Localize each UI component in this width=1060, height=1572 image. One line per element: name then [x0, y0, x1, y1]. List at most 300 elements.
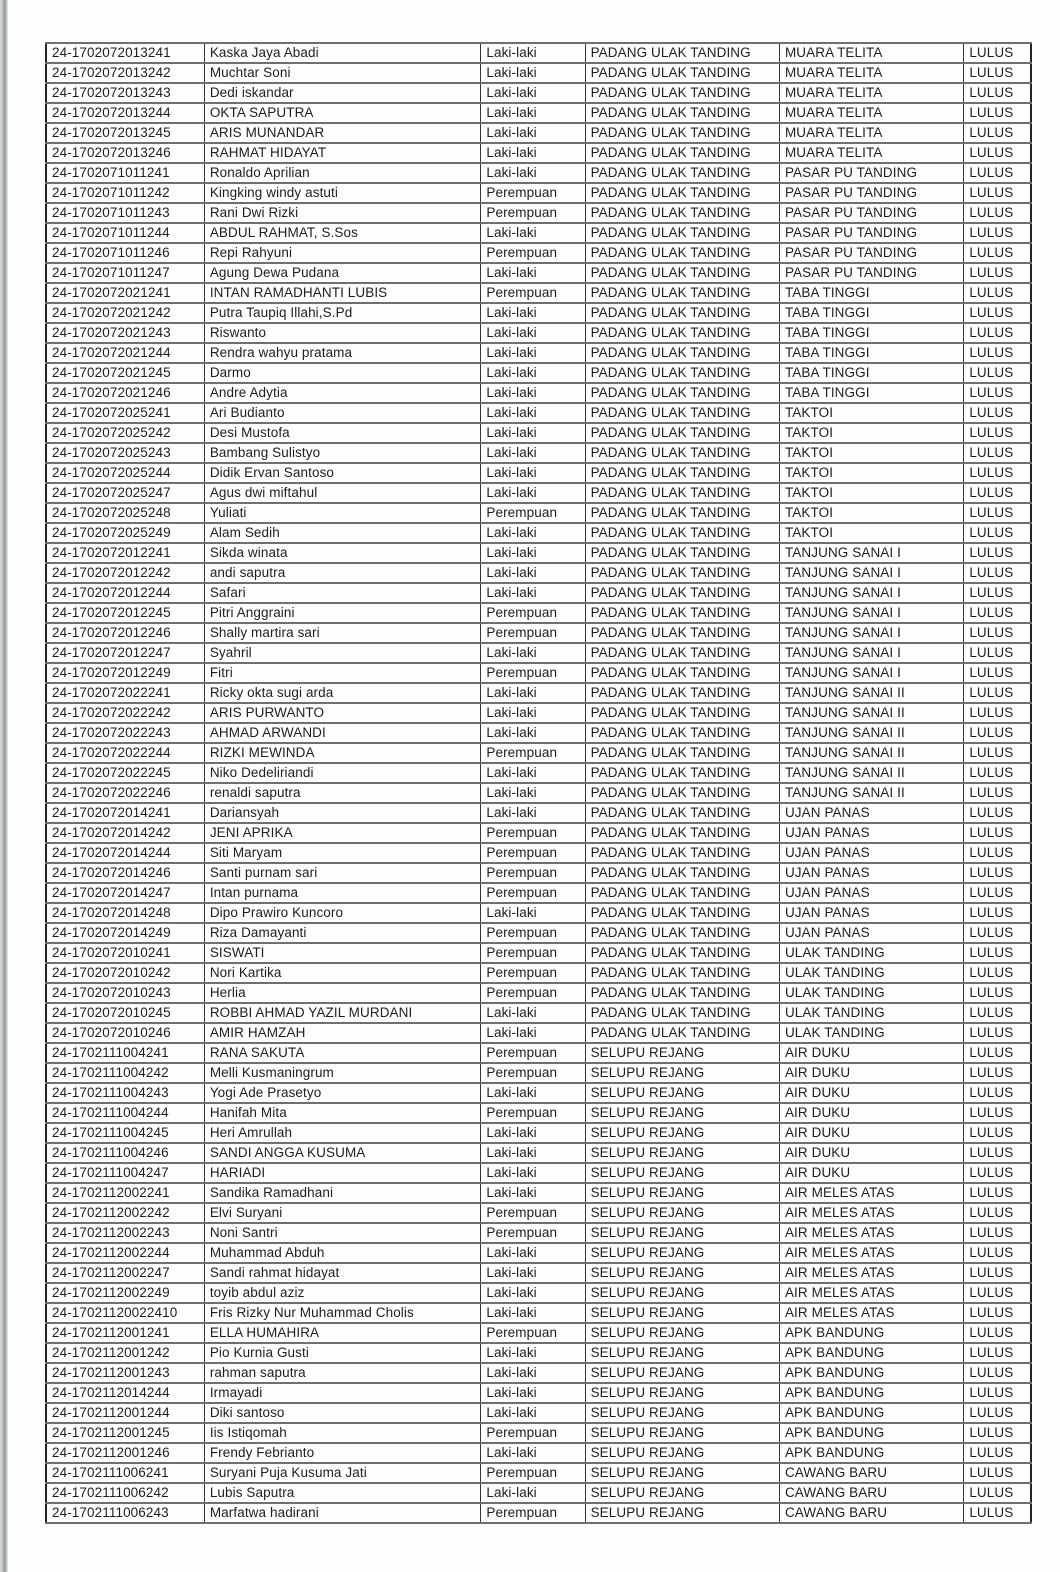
- cell-status: LULUS: [964, 163, 1031, 183]
- table-row: [46, 563, 1031, 583]
- cell-id: 24-1702072025242: [46, 423, 204, 443]
- cell-name: Pitri Anggraini: [204, 603, 481, 623]
- cell-gender: Perempuan: [481, 203, 585, 223]
- table-row: [46, 863, 1031, 883]
- cell-name: Putra Taupiq Illahi,S.Pd: [204, 303, 481, 323]
- cell-district: PADANG ULAK TANDING: [585, 483, 779, 503]
- cell-id: 24-1702072013244: [46, 103, 204, 123]
- cell-village: TABA TINGGI: [779, 303, 963, 323]
- cell-id: 24-1702111006243: [46, 1503, 204, 1523]
- cell-village: TANJUNG SANAI II: [779, 763, 963, 783]
- cell-name: Muhammad Abduh: [204, 1243, 481, 1263]
- cell-gender: Laki-laki: [481, 1183, 585, 1203]
- cell-gender: Laki-laki: [481, 1003, 585, 1023]
- cell-id: 24-1702112002247: [46, 1263, 204, 1283]
- cell-village: UJAN PANAS: [779, 803, 963, 823]
- cell-village: ULAK TANDING: [779, 1023, 963, 1043]
- cell-village: MUARA TELITA: [779, 43, 963, 63]
- cell-name: Muchtar Soni: [204, 63, 481, 83]
- cell-village: TABA TINGGI: [779, 383, 963, 403]
- cell-district: PADANG ULAK TANDING: [585, 1003, 779, 1023]
- table-row: [46, 1243, 1031, 1263]
- cell-district: PADANG ULAK TANDING: [585, 463, 779, 483]
- cell-gender: Laki-laki: [481, 783, 585, 803]
- cell-village: APK BANDUNG: [779, 1443, 963, 1463]
- cell-gender: Laki-laki: [481, 263, 585, 283]
- cell-gender: Laki-laki: [481, 63, 585, 83]
- cell-status: LULUS: [964, 1023, 1031, 1043]
- cell-id: 24-1702072021243: [46, 323, 204, 343]
- cell-id: 24-1702071011246: [46, 243, 204, 263]
- cell-status: LULUS: [964, 523, 1031, 543]
- cell-id: 24-1702071011242: [46, 183, 204, 203]
- cell-id: 24-1702072014246: [46, 863, 204, 883]
- cell-district: SELUPU REJANG: [585, 1103, 779, 1123]
- cell-village: MUARA TELITA: [779, 143, 963, 163]
- cell-status: LULUS: [964, 1363, 1031, 1383]
- cell-status: LULUS: [964, 1443, 1031, 1463]
- cell-district: PADANG ULAK TANDING: [585, 863, 779, 883]
- cell-status: LULUS: [964, 303, 1031, 323]
- cell-village: TANJUNG SANAI I: [779, 563, 963, 583]
- cell-village: ULAK TANDING: [779, 983, 963, 1003]
- cell-gender: Perempuan: [481, 283, 585, 303]
- cell-name: RANA SAKUTA: [204, 1043, 481, 1063]
- cell-name: Syahril: [204, 643, 481, 663]
- cell-name: Didik Ervan Santoso: [204, 463, 481, 483]
- cell-gender: Laki-laki: [481, 1263, 585, 1283]
- table-row: [46, 183, 1031, 203]
- cell-status: LULUS: [964, 443, 1031, 463]
- cell-district: PADANG ULAK TANDING: [585, 1023, 779, 1043]
- cell-name: Agung Dewa Pudana: [204, 263, 481, 283]
- cell-village: APK BANDUNG: [779, 1363, 963, 1383]
- cell-status: LULUS: [964, 1083, 1031, 1103]
- cell-village: PASAR PU TANDING: [779, 223, 963, 243]
- table-row: [46, 1043, 1031, 1063]
- cell-district: SELUPU REJANG: [585, 1263, 779, 1283]
- cell-gender: Perempuan: [481, 963, 585, 983]
- cell-gender: Perempuan: [481, 743, 585, 763]
- cell-gender: Perempuan: [481, 243, 585, 263]
- cell-id: 24-1702072025244: [46, 463, 204, 483]
- table-row: [46, 803, 1031, 823]
- cell-gender: Laki-laki: [481, 543, 585, 563]
- cell-gender: Laki-laki: [481, 1303, 585, 1323]
- cell-village: PASAR PU TANDING: [779, 243, 963, 263]
- cell-id: 24-1702072021246: [46, 383, 204, 403]
- cell-name: Fitri: [204, 663, 481, 683]
- table-row: [46, 1063, 1031, 1083]
- cell-name: SANDI ANGGA KUSUMA: [204, 1143, 481, 1163]
- cell-status: LULUS: [964, 263, 1031, 283]
- cell-name: RAHMAT HIDAYAT: [204, 143, 481, 163]
- cell-status: LULUS: [964, 1403, 1031, 1423]
- cell-village: APK BANDUNG: [779, 1323, 963, 1343]
- cell-gender: Laki-laki: [481, 1383, 585, 1403]
- cell-name: Repi Rahyuni: [204, 243, 481, 263]
- cell-id: 24-1702111004244: [46, 1103, 204, 1123]
- table-row: [46, 1183, 1031, 1203]
- cell-gender: Perempuan: [481, 863, 585, 883]
- table-row: [46, 983, 1031, 1003]
- cell-village: AIR MELES ATAS: [779, 1203, 963, 1223]
- cell-status: LULUS: [964, 1223, 1031, 1243]
- cell-district: SELUPU REJANG: [585, 1343, 779, 1363]
- cell-status: LULUS: [964, 123, 1031, 143]
- cell-status: LULUS: [964, 143, 1031, 163]
- table-row: [46, 1363, 1031, 1383]
- table-row: [46, 1483, 1031, 1503]
- table-row: [46, 883, 1031, 903]
- cell-gender: Laki-laki: [481, 323, 585, 343]
- cell-gender: Perempuan: [481, 1063, 585, 1083]
- cell-district: PADANG ULAK TANDING: [585, 603, 779, 623]
- cell-district: SELUPU REJANG: [585, 1503, 779, 1523]
- cell-id: 24-1702072025243: [46, 443, 204, 463]
- cell-status: LULUS: [964, 763, 1031, 783]
- cell-district: PADANG ULAK TANDING: [585, 223, 779, 243]
- cell-id: 24-1702111004245: [46, 1123, 204, 1143]
- cell-district: SELUPU REJANG: [585, 1443, 779, 1463]
- table-row: [46, 1463, 1031, 1483]
- cell-gender: Laki-laki: [481, 423, 585, 443]
- cell-village: ULAK TANDING: [779, 963, 963, 983]
- cell-name: Pio Kurnia Gusti: [204, 1343, 481, 1363]
- cell-id: 24-1702072012246: [46, 623, 204, 643]
- cell-village: TANJUNG SANAI II: [779, 783, 963, 803]
- cell-name: Desi Mustofa: [204, 423, 481, 443]
- table-row: [46, 343, 1031, 363]
- cell-district: PADANG ULAK TANDING: [585, 743, 779, 763]
- cell-district: PADANG ULAK TANDING: [585, 763, 779, 783]
- cell-status: LULUS: [964, 43, 1031, 63]
- cell-id: 24-1702072010243: [46, 983, 204, 1003]
- cell-district: SELUPU REJANG: [585, 1243, 779, 1263]
- cell-district: PADANG ULAK TANDING: [585, 583, 779, 603]
- table-row: [46, 963, 1031, 983]
- cell-status: LULUS: [964, 1343, 1031, 1363]
- cell-district: PADANG ULAK TANDING: [585, 123, 779, 143]
- cell-village: UJAN PANAS: [779, 823, 963, 843]
- table-row: [46, 783, 1031, 803]
- cell-gender: Laki-laki: [481, 523, 585, 543]
- cell-status: LULUS: [964, 1183, 1031, 1203]
- cell-status: LULUS: [964, 423, 1031, 443]
- cell-district: PADANG ULAK TANDING: [585, 543, 779, 563]
- cell-id: 24-1702112001242: [46, 1343, 204, 1363]
- cell-status: LULUS: [964, 703, 1031, 723]
- cell-village: MUARA TELITA: [779, 63, 963, 83]
- cell-status: LULUS: [964, 983, 1031, 1003]
- cell-name: Yuliati: [204, 503, 481, 523]
- cell-district: PADANG ULAK TANDING: [585, 883, 779, 903]
- cell-id: 24-1702072022242: [46, 703, 204, 723]
- cell-gender: Perempuan: [481, 1223, 585, 1243]
- cell-status: LULUS: [964, 403, 1031, 423]
- cell-village: TAKTOI: [779, 423, 963, 443]
- cell-id: 24-1702111004242: [46, 1063, 204, 1083]
- cell-id: 24-1702111004241: [46, 1043, 204, 1063]
- cell-id: 24-1702112001244: [46, 1403, 204, 1423]
- cell-id: 24-1702112002241: [46, 1183, 204, 1203]
- cell-status: LULUS: [964, 323, 1031, 343]
- cell-status: LULUS: [964, 803, 1031, 823]
- cell-gender: Laki-laki: [481, 343, 585, 363]
- cell-status: LULUS: [964, 863, 1031, 883]
- cell-status: LULUS: [964, 1103, 1031, 1123]
- cell-gender: Perempuan: [481, 983, 585, 1003]
- table-row: [46, 203, 1031, 223]
- cell-name: toyib abdul aziz: [204, 1283, 481, 1303]
- cell-id: 24-1702112001241: [46, 1323, 204, 1343]
- cell-name: Ricky okta sugi arda: [204, 683, 481, 703]
- cell-gender: Laki-laki: [481, 463, 585, 483]
- cell-district: SELUPU REJANG: [585, 1463, 779, 1483]
- cell-name: Frendy Febrianto: [204, 1443, 481, 1463]
- cell-gender: Laki-laki: [481, 683, 585, 703]
- cell-gender: Laki-laki: [481, 363, 585, 383]
- cell-village: TAKTOI: [779, 463, 963, 483]
- cell-status: LULUS: [964, 63, 1031, 83]
- cell-village: UJAN PANAS: [779, 863, 963, 883]
- table-row: [46, 283, 1031, 303]
- cell-gender: Perempuan: [481, 1503, 585, 1523]
- cell-gender: Laki-laki: [481, 1363, 585, 1383]
- cell-status: LULUS: [964, 183, 1031, 203]
- table-row: [46, 63, 1031, 83]
- cell-gender: Perempuan: [481, 1203, 585, 1223]
- cell-id: 24-1702072013246: [46, 143, 204, 163]
- cell-village: TANJUNG SANAI II: [779, 723, 963, 743]
- table-row: [46, 463, 1031, 483]
- cell-id: 24-1702072010241: [46, 943, 204, 963]
- cell-village: CAWANG BARU: [779, 1463, 963, 1483]
- cell-status: LULUS: [964, 903, 1031, 923]
- cell-status: LULUS: [964, 1203, 1031, 1223]
- table-row: [46, 1303, 1031, 1323]
- cell-name: Suryani Puja Kusuma Jati: [204, 1463, 481, 1483]
- cell-id: 24-1702072012249: [46, 663, 204, 683]
- cell-gender: Laki-laki: [481, 1283, 585, 1303]
- table-row: [46, 83, 1031, 103]
- cell-name: Siti Maryam: [204, 843, 481, 863]
- cell-village: PASAR PU TANDING: [779, 163, 963, 183]
- cell-district: SELUPU REJANG: [585, 1423, 779, 1443]
- cell-id: 24-1702072022246: [46, 783, 204, 803]
- cell-district: SELUPU REJANG: [585, 1483, 779, 1503]
- cell-name: Santi purnam sari: [204, 863, 481, 883]
- scan-left-edge: [0, 0, 8, 1572]
- table-row: [46, 743, 1031, 763]
- cell-id: 24-1702111006241: [46, 1463, 204, 1483]
- cell-name: ARIS MUNANDAR: [204, 123, 481, 143]
- cell-village: APK BANDUNG: [779, 1403, 963, 1423]
- cell-id: 24-1702072012244: [46, 583, 204, 603]
- table-row: [46, 363, 1031, 383]
- cell-status: LULUS: [964, 1163, 1031, 1183]
- cell-village: AIR MELES ATAS: [779, 1303, 963, 1323]
- cell-village: APK BANDUNG: [779, 1383, 963, 1403]
- cell-id: 24-1702111004246: [46, 1143, 204, 1163]
- cell-status: LULUS: [964, 1263, 1031, 1283]
- cell-gender: Laki-laki: [481, 1023, 585, 1043]
- cell-gender: Perempuan: [481, 1323, 585, 1343]
- cell-village: UJAN PANAS: [779, 843, 963, 863]
- cell-gender: Laki-laki: [481, 1163, 585, 1183]
- cell-id: 24-1702072022243: [46, 723, 204, 743]
- cell-status: LULUS: [964, 823, 1031, 843]
- table-row: [46, 823, 1031, 843]
- table-row: [46, 1383, 1031, 1403]
- cell-id: 24-1702072021241: [46, 283, 204, 303]
- cell-name: Iis Istiqomah: [204, 1423, 481, 1443]
- cell-gender: Laki-laki: [481, 143, 585, 163]
- cell-district: SELUPU REJANG: [585, 1083, 779, 1103]
- cell-name: Lubis Saputra: [204, 1483, 481, 1503]
- cell-district: SELUPU REJANG: [585, 1043, 779, 1063]
- table-row: [46, 383, 1031, 403]
- cell-id: 24-1702072021244: [46, 343, 204, 363]
- table-row: [46, 543, 1031, 563]
- cell-id: 24-1702072014248: [46, 903, 204, 923]
- cell-village: TAKTOI: [779, 523, 963, 543]
- cell-name: JENI APRIKA: [204, 823, 481, 843]
- cell-id: 24-1702112001245: [46, 1423, 204, 1443]
- cell-village: TAKTOI: [779, 443, 963, 463]
- cell-district: PADANG ULAK TANDING: [585, 343, 779, 363]
- cell-district: SELUPU REJANG: [585, 1283, 779, 1303]
- cell-id: 24-1702072022244: [46, 743, 204, 763]
- cell-district: PADANG ULAK TANDING: [585, 63, 779, 83]
- cell-name: Marfatwa hadirani: [204, 1503, 481, 1523]
- cell-village: AIR MELES ATAS: [779, 1243, 963, 1263]
- cell-village: APK BANDUNG: [779, 1423, 963, 1443]
- cell-gender: Laki-laki: [481, 1143, 585, 1163]
- cell-id: 24-1702072025247: [46, 483, 204, 503]
- cell-name: Elvi Suryani: [204, 1203, 481, 1223]
- cell-village: ULAK TANDING: [779, 943, 963, 963]
- cell-name: Darmo: [204, 363, 481, 383]
- cell-village: MUARA TELITA: [779, 103, 963, 123]
- cell-status: LULUS: [964, 1283, 1031, 1303]
- cell-village: AIR MELES ATAS: [779, 1183, 963, 1203]
- cell-district: PADANG ULAK TANDING: [585, 163, 779, 183]
- cell-name: ELLA HUMAHIRA: [204, 1323, 481, 1343]
- cell-gender: Laki-laki: [481, 103, 585, 123]
- cell-id: 24-1702071011247: [46, 263, 204, 283]
- cell-name: Ari Budianto: [204, 403, 481, 423]
- cell-district: PADANG ULAK TANDING: [585, 323, 779, 343]
- cell-district: SELUPU REJANG: [585, 1223, 779, 1243]
- cell-id: 24-1702072014249: [46, 923, 204, 943]
- table-row: [46, 143, 1031, 163]
- cell-id: 24-1702072012245: [46, 603, 204, 623]
- cell-district: PADANG ULAK TANDING: [585, 263, 779, 283]
- cell-village: AIR MELES ATAS: [779, 1283, 963, 1303]
- table-row: [46, 243, 1031, 263]
- cell-status: LULUS: [964, 463, 1031, 483]
- cell-name: SISWATI: [204, 943, 481, 963]
- cell-village: PASAR PU TANDING: [779, 263, 963, 283]
- cell-village: TANJUNG SANAI I: [779, 543, 963, 563]
- cell-gender: Laki-laki: [481, 1443, 585, 1463]
- cell-gender: Perempuan: [481, 883, 585, 903]
- table-row: [46, 1223, 1031, 1243]
- cell-name: Rendra wahyu pratama: [204, 343, 481, 363]
- cell-gender: Laki-laki: [481, 723, 585, 743]
- cell-status: LULUS: [964, 583, 1031, 603]
- cell-name: Melli Kusmaningrum: [204, 1063, 481, 1083]
- cell-name: Riswanto: [204, 323, 481, 343]
- cell-name: Riza Damayanti: [204, 923, 481, 943]
- cell-village: AIR DUKU: [779, 1103, 963, 1123]
- cell-district: PADANG ULAK TANDING: [585, 503, 779, 523]
- table-row: [46, 583, 1031, 603]
- cell-name: Dariansyah: [204, 803, 481, 823]
- table-row: [46, 843, 1031, 863]
- cell-district: PADANG ULAK TANDING: [585, 943, 779, 963]
- cell-id: 24-1702072014242: [46, 823, 204, 843]
- cell-status: LULUS: [964, 1043, 1031, 1063]
- cell-district: PADANG ULAK TANDING: [585, 423, 779, 443]
- cell-district: PADANG ULAK TANDING: [585, 703, 779, 723]
- cell-district: SELUPU REJANG: [585, 1123, 779, 1143]
- cell-district: PADANG ULAK TANDING: [585, 43, 779, 63]
- cell-district: PADANG ULAK TANDING: [585, 963, 779, 983]
- cell-id: 24-1702072012241: [46, 543, 204, 563]
- cell-district: PADANG ULAK TANDING: [585, 243, 779, 263]
- cell-district: PADANG ULAK TANDING: [585, 643, 779, 663]
- cell-id: 24-1702072010242: [46, 963, 204, 983]
- cell-status: LULUS: [964, 1463, 1031, 1483]
- cell-status: LULUS: [964, 623, 1031, 643]
- cell-name: Safari: [204, 583, 481, 603]
- cell-status: LULUS: [964, 383, 1031, 403]
- cell-id: 24-1702071011243: [46, 203, 204, 223]
- table-row: [46, 43, 1031, 63]
- cell-district: PADANG ULAK TANDING: [585, 83, 779, 103]
- cell-id: 24-1702111006242: [46, 1483, 204, 1503]
- cell-district: PADANG ULAK TANDING: [585, 283, 779, 303]
- cell-village: TAKTOI: [779, 503, 963, 523]
- cell-gender: Perempuan: [481, 503, 585, 523]
- cell-village: UJAN PANAS: [779, 923, 963, 943]
- cell-status: LULUS: [964, 1423, 1031, 1443]
- cell-gender: Laki-laki: [481, 763, 585, 783]
- cell-id: 24-1702072022245: [46, 763, 204, 783]
- cell-gender: Laki-laki: [481, 1123, 585, 1143]
- cell-id: 24-17021120022410: [46, 1303, 204, 1323]
- table-row: [46, 1123, 1031, 1143]
- cell-status: LULUS: [964, 723, 1031, 743]
- cell-name: Hanifah Mita: [204, 1103, 481, 1123]
- cell-name: ROBBI AHMAD YAZIL MURDANI: [204, 1003, 481, 1023]
- cell-name: Irmayadi: [204, 1383, 481, 1403]
- cell-gender: Laki-laki: [481, 483, 585, 503]
- cell-name: AMIR HAMZAH: [204, 1023, 481, 1043]
- cell-village: CAWANG BARU: [779, 1483, 963, 1503]
- cell-district: PADANG ULAK TANDING: [585, 443, 779, 463]
- cell-district: PADANG ULAK TANDING: [585, 903, 779, 923]
- table-row: [46, 103, 1031, 123]
- cell-name: Sandika Ramadhani: [204, 1183, 481, 1203]
- cell-name: Dedi iskandar: [204, 83, 481, 103]
- cell-gender: Perempuan: [481, 923, 585, 943]
- cell-village: TANJUNG SANAI I: [779, 583, 963, 603]
- table-row: [46, 683, 1031, 703]
- cell-district: PADANG ULAK TANDING: [585, 663, 779, 683]
